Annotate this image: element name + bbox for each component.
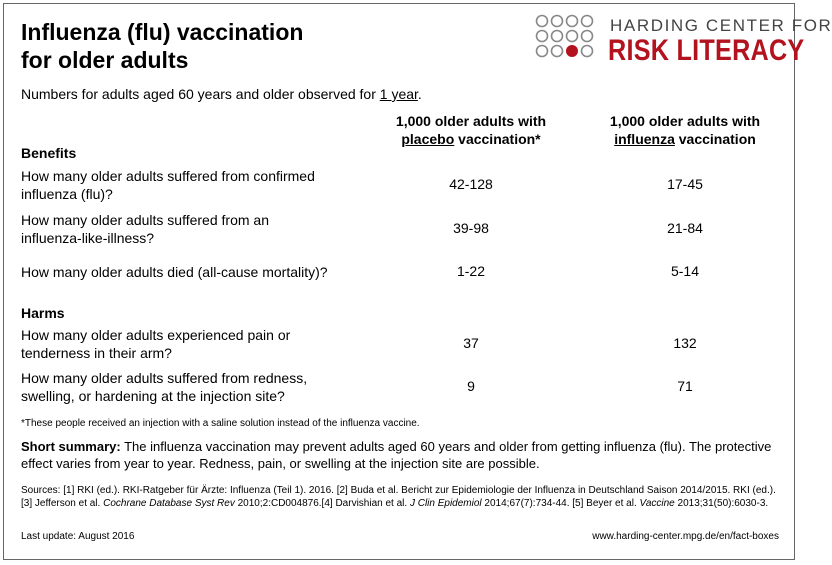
question-line: How many older adults suffered from confirmed — [21, 168, 315, 184]
harm-question-injection-site — [21, 369, 361, 405]
journal-title: Cochrane Database Syst Rev — [103, 498, 235, 509]
question-line: How many older adults suffered from redness, — [21, 370, 308, 386]
placebo-value-confirmed-flu: 42-128 — [449, 176, 493, 192]
subtitle-prefix: Numbers for adults aged 60 years and older observed for — [21, 86, 380, 102]
benefit-question-confirmed-flu — [21, 167, 361, 203]
question-line: influenza-like-illness? — [21, 230, 155, 246]
column-header-placebo-keyword: placebo — [401, 131, 455, 147]
column-header-vaccine-rest: vaccination — [674, 131, 756, 147]
vaccine-value-injection-site: 71 — [677, 378, 693, 394]
vaccine-value-confirmed-flu: 17-45 — [667, 176, 703, 192]
column-header-vaccine-keyword: influenza — [614, 131, 675, 147]
title-line-2: for older adults — [21, 47, 189, 73]
summary-text: The influenza vaccination may prevent adults aged 60 years and older from getting influenza (flu). The protective effect varies from year to year. Redness, pain, or swelling at the injection site are possible. — [21, 439, 772, 471]
harm-question-arm-pain — [21, 326, 361, 362]
sources-text: 2010;2:CD004876.[4] Darvishian et al. — [234, 498, 410, 509]
question-line: tenderness in their arm? — [21, 345, 172, 361]
question-line: influenza (flu)? — [21, 186, 113, 202]
placebo-value-flu-like-illness: 39-98 — [453, 220, 489, 236]
journal-title: Vaccine — [639, 498, 675, 509]
logo-main-text: RISK LITERACY — [608, 34, 805, 67]
page-title — [21, 18, 303, 74]
logo-dots-icon — [535, 14, 601, 64]
journal-title: J Clin Epidemiol — [409, 498, 482, 509]
harding-center-logo — [535, 14, 832, 72]
sources-text: 2014;67(7):734-44. [5] Beyer et al. — [481, 498, 640, 509]
column-header-placebo-line1: 1,000 older adults with — [395, 113, 547, 129]
benefits-heading: Benefits — [21, 145, 77, 161]
vaccine-value-arm-pain: 132 — [673, 335, 697, 351]
column-header-placebo-rest: vaccination* — [454, 131, 541, 147]
question-line: How many older adults suffered from an — [21, 212, 269, 228]
last-update: Last update: August 2016 — [21, 531, 135, 542]
placebo-value-injection-site: 9 — [467, 378, 475, 394]
subtitle — [21, 86, 422, 102]
short-summary — [21, 438, 781, 472]
column-header-placebo — [371, 112, 571, 148]
benefit-question-flu-like-illness — [21, 211, 361, 247]
question-line: How many older adults experienced pain or — [21, 327, 291, 343]
sources-text: Sources: [1] RKI (ed.). RKI-Ratgeber für Ärzte: Influenza (Teil 1). 2016. [2] Buda et al. Bericht zur Epidemiologie der Influenza in Deutschland Saison 2014/2015. RKI (ed.). [3] Jefferson et al. — [21, 485, 776, 509]
column-header-vaccine — [585, 112, 785, 148]
sources-text: 2013;31(50):6030-3. — [674, 498, 769, 509]
question-line: swelling, or hardening at the injection site? — [21, 388, 285, 404]
placebo-footnote: *These people received an injection with a saline solution instead of the influenza vaccine. — [21, 418, 420, 429]
column-header-vaccine-line1: 1,000 older adults with — [609, 113, 761, 129]
summary-label: Short summary: — [21, 439, 121, 454]
placebo-value-mortality: 1-22 — [456, 263, 486, 279]
subtitle-suffix: . — [417, 86, 422, 102]
vaccine-value-flu-like-illness: 21-84 — [667, 220, 703, 236]
observation-period: 1 year — [379, 86, 418, 102]
placebo-value-arm-pain: 37 — [463, 335, 479, 351]
fact-boxes-url[interactable]: www.harding-center.mpg.de/en/fact-boxes — [592, 531, 779, 542]
logo-top-text: HARDING CENTER FOR — [610, 16, 832, 35]
question-line: How many older adults died (all-cause mortality)? — [21, 264, 328, 280]
vaccine-value-mortality: 5-14 — [670, 263, 700, 279]
harms-heading: Harms — [21, 305, 65, 321]
sources — [21, 484, 781, 510]
title-line-1: Influenza (flu) vaccination — [21, 19, 304, 45]
benefit-question-mortality — [21, 263, 401, 281]
